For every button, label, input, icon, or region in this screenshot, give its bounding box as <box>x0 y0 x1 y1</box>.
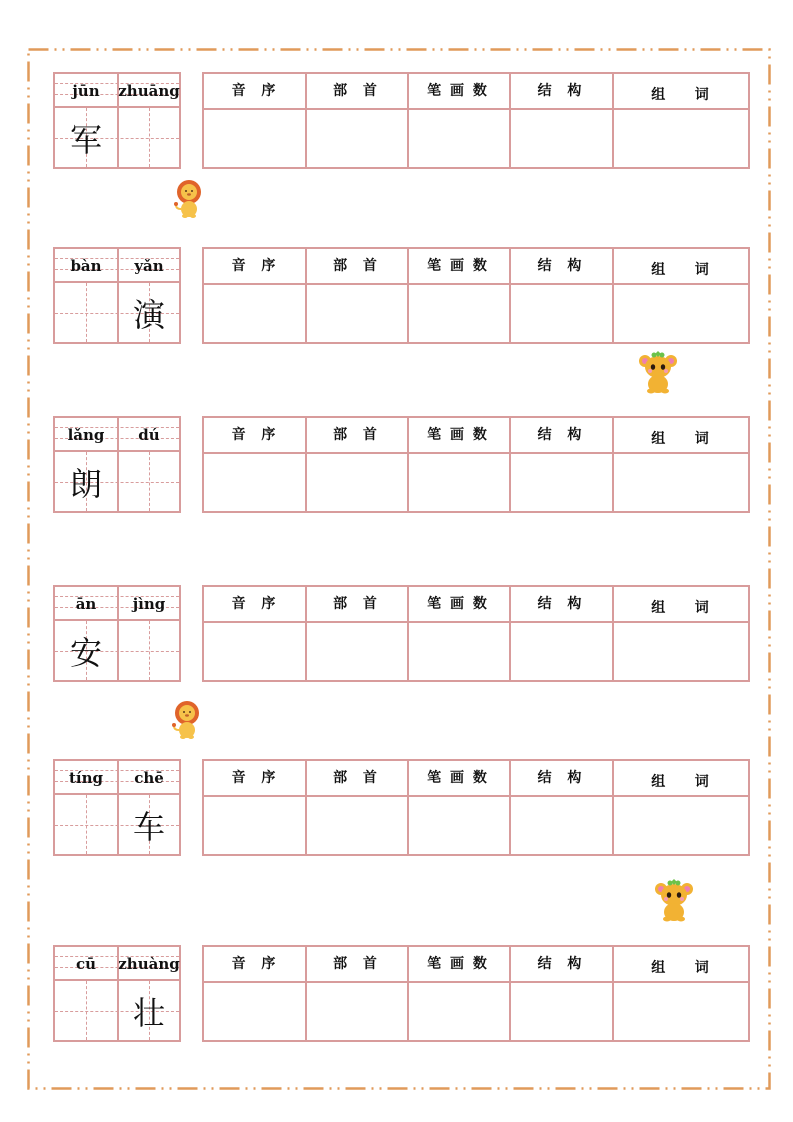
header-yinxu: 音 序 <box>231 956 278 972</box>
answer-jiegou[interactable] <box>511 623 612 682</box>
header-yinxu: 音 序 <box>231 596 278 612</box>
header-bihuashu: 笔 画 数 <box>427 258 489 274</box>
header-jiegou: 结 构 <box>537 83 584 99</box>
answer-bushou[interactable] <box>307 983 407 1042</box>
header-bushou: 部 首 <box>333 956 379 972</box>
hanzi-character: 演 <box>132 296 165 334</box>
hanzi-character: 安 <box>69 634 102 672</box>
character-info-table <box>202 416 750 513</box>
pinyin-1: jūn <box>72 82 100 100</box>
header-bihuashu: 笔 画 数 <box>427 427 489 443</box>
header-jiegou: 结 构 <box>537 956 584 972</box>
pinyin-1: cū <box>75 955 97 973</box>
header-zuci: 组 词 <box>651 431 711 447</box>
answer-bushou[interactable] <box>307 623 407 682</box>
character-row-5 <box>53 759 750 856</box>
answer-zuci[interactable] <box>614 285 750 344</box>
answer-bihuashu[interactable] <box>409 623 509 682</box>
character-info-table <box>202 585 750 682</box>
pinyin-2: zhuàng <box>118 955 180 973</box>
answer-yinxu[interactable] <box>204 285 305 344</box>
character-info-table <box>202 72 750 169</box>
header-bushou: 部 首 <box>333 258 379 274</box>
header-jiegou: 结 构 <box>537 596 584 612</box>
hanzi-character: 朗 <box>69 465 102 503</box>
hanzi-character: 车 <box>132 808 165 846</box>
header-bushou: 部 首 <box>333 596 379 612</box>
answer-zuci[interactable] <box>614 623 750 682</box>
header-bihuashu: 笔 画 数 <box>427 596 489 612</box>
answer-yinxu[interactable] <box>204 983 305 1042</box>
answer-zuci[interactable] <box>614 110 750 169</box>
header-zuci: 组 词 <box>651 960 711 976</box>
header-yinxu: 音 序 <box>231 83 278 99</box>
answer-zuci[interactable] <box>614 797 750 856</box>
answer-yinxu[interactable] <box>204 110 305 169</box>
bear-icon <box>652 878 696 926</box>
answer-bushou[interactable] <box>307 797 407 856</box>
hanzi-character: 军 <box>69 121 102 159</box>
header-bihuashu: 笔 画 数 <box>427 956 489 972</box>
answer-bushou[interactable] <box>307 110 407 169</box>
answer-jiegou[interactable] <box>511 454 612 513</box>
tianzige-box <box>53 585 181 682</box>
header-yinxu: 音 序 <box>231 770 278 786</box>
character-row-6 <box>53 945 750 1042</box>
pinyin-2: jìng <box>132 595 166 613</box>
bear-icon <box>636 350 680 398</box>
tianzige-box <box>53 72 181 169</box>
lion-icon <box>172 179 206 223</box>
header-yinxu: 音 序 <box>231 258 278 274</box>
header-bushou: 部 首 <box>333 83 379 99</box>
pinyin-1: tíng <box>68 769 104 787</box>
header-bushou: 部 首 <box>333 770 379 786</box>
pinyin-2: zhuāng <box>118 82 180 100</box>
header-zuci: 组 词 <box>651 262 711 278</box>
tianzige-box <box>53 247 181 344</box>
header-bushou: 部 首 <box>333 427 379 443</box>
character-info-table <box>202 945 750 1042</box>
pinyin-1: ān <box>75 595 97 613</box>
tianzige-box <box>53 759 181 856</box>
header-jiegou: 结 构 <box>537 770 584 786</box>
answer-bihuashu[interactable] <box>409 110 509 169</box>
header-yinxu: 音 序 <box>231 427 278 443</box>
page-border <box>27 48 771 1090</box>
pinyin-1: lǎng <box>67 426 105 444</box>
character-row-2 <box>53 247 750 344</box>
character-info-table <box>202 247 750 344</box>
pinyin-2: yǎn <box>134 257 164 275</box>
answer-yinxu[interactable] <box>204 623 305 682</box>
pinyin-2: chē <box>134 769 164 787</box>
answer-bihuashu[interactable] <box>409 983 509 1042</box>
character-info-table <box>202 759 750 856</box>
header-zuci: 组 词 <box>651 87 711 103</box>
answer-bushou[interactable] <box>307 285 407 344</box>
header-jiegou: 结 构 <box>537 258 584 274</box>
answer-bihuashu[interactable] <box>409 797 509 856</box>
header-zuci: 组 词 <box>651 600 711 616</box>
answer-yinxu[interactable] <box>204 797 305 856</box>
answer-bushou[interactable] <box>307 454 407 513</box>
answer-jiegou[interactable] <box>511 983 612 1042</box>
answer-jiegou[interactable] <box>511 797 612 856</box>
lion-icon <box>170 700 204 744</box>
answer-yinxu[interactable] <box>204 454 305 513</box>
tianzige-box <box>53 416 181 513</box>
header-bihuashu: 笔 画 数 <box>427 83 489 99</box>
header-zuci: 组 词 <box>651 774 711 790</box>
character-row-1 <box>53 72 750 169</box>
tianzige-box <box>53 945 181 1042</box>
header-bihuashu: 笔 画 数 <box>427 770 489 786</box>
answer-zuci[interactable] <box>614 983 750 1042</box>
pinyin-2: dú <box>138 426 160 444</box>
pinyin-1: bàn <box>70 257 102 275</box>
answer-zuci[interactable] <box>614 454 750 513</box>
answer-jiegou[interactable] <box>511 285 612 344</box>
character-row-4 <box>53 585 750 682</box>
answer-bihuashu[interactable] <box>409 454 509 513</box>
header-jiegou: 结 构 <box>537 427 584 443</box>
hanzi-character: 壮 <box>132 994 165 1032</box>
answer-bihuashu[interactable] <box>409 285 509 344</box>
character-row-3 <box>53 416 750 513</box>
answer-jiegou[interactable] <box>511 110 612 169</box>
